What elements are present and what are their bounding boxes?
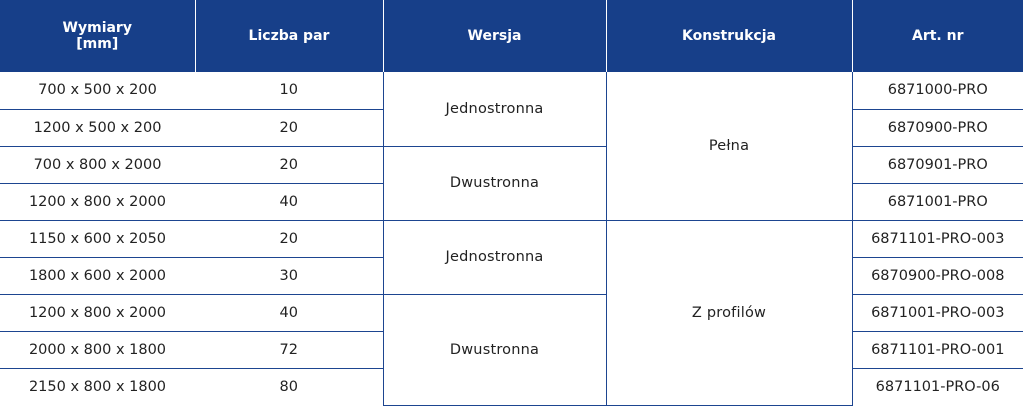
dimension-cell: 700 x 500 x 200 [0,72,195,109]
pairs-cell: 80 [195,368,383,405]
konstrukcja-cell: Pełna [606,72,852,220]
header-wymiary [0,0,195,72]
table-row [0,294,1023,331]
pairs-cell: 40 [195,294,383,331]
header-wymiary-line2: [mm] [76,36,119,52]
art-nr-cell: 6870900-PRO-008 [852,257,1023,294]
header-row [0,0,1023,72]
pairs-cell: 40 [195,183,383,220]
table-header [0,0,1023,72]
wersja-cell: Dwustronna [383,146,606,220]
art-nr-cell: 6871001-PRO-003 [852,294,1023,331]
wersja-cell: Dwustronna [383,294,606,405]
dimension-cell: 1150 x 600 x 2050 [0,220,195,257]
pairs-cell: 20 [195,146,383,183]
dimension-cell: 700 x 800 x 2000 [0,146,195,183]
art-nr-cell: 6871101-PRO-001 [852,331,1023,368]
table-row [0,220,1023,257]
header-wersja: Wersja [383,0,606,72]
art-nr-cell: 6871000-PRO [852,72,1023,109]
dimension-cell: 1200 x 800 x 2000 [0,183,195,220]
dimension-cell: 2150 x 800 x 1800 [28,378,167,395]
art-nr-cell: 6871101-PRO-06 [852,368,1023,405]
konstrukcja-cell: Z profilów [606,220,852,405]
table-body [0,72,1023,405]
wersja-cell: Jednostronna [383,72,606,146]
dimension-cell: 1200 x 800 x 2000 [0,294,195,331]
art-nr-cell: 6871101-PRO-003 [852,220,1023,257]
dimension-cell: 1800 x 600 x 2000 [0,257,195,294]
art-nr-cell: 6870900-PRO [852,109,1023,146]
table-row [0,146,1023,183]
wersja-cell: Jednostronna [383,220,606,294]
pairs-cell: 72 [195,331,383,368]
pairs-cell: 10 [195,72,383,109]
header-wymiary-line1: Wymiary [62,20,132,36]
header-konstrukcja: Konstrukcja [606,0,852,72]
dimension-cell: 2000 x 800 x 1800 [0,331,195,368]
pairs-cell: 20 [195,109,383,146]
pairs-cell: 30 [195,257,383,294]
table-row [0,72,1023,109]
art-nr-cell: 6870901-PRO [852,146,1023,183]
pairs-cell: 20 [195,220,383,257]
dimension-cell: 1200 x 500 x 200 [0,109,195,146]
header-art-nr: Art. nr [852,0,1023,72]
header-liczba-par: Liczba par [195,0,383,72]
art-nr-cell: 6871001-PRO [852,183,1023,220]
